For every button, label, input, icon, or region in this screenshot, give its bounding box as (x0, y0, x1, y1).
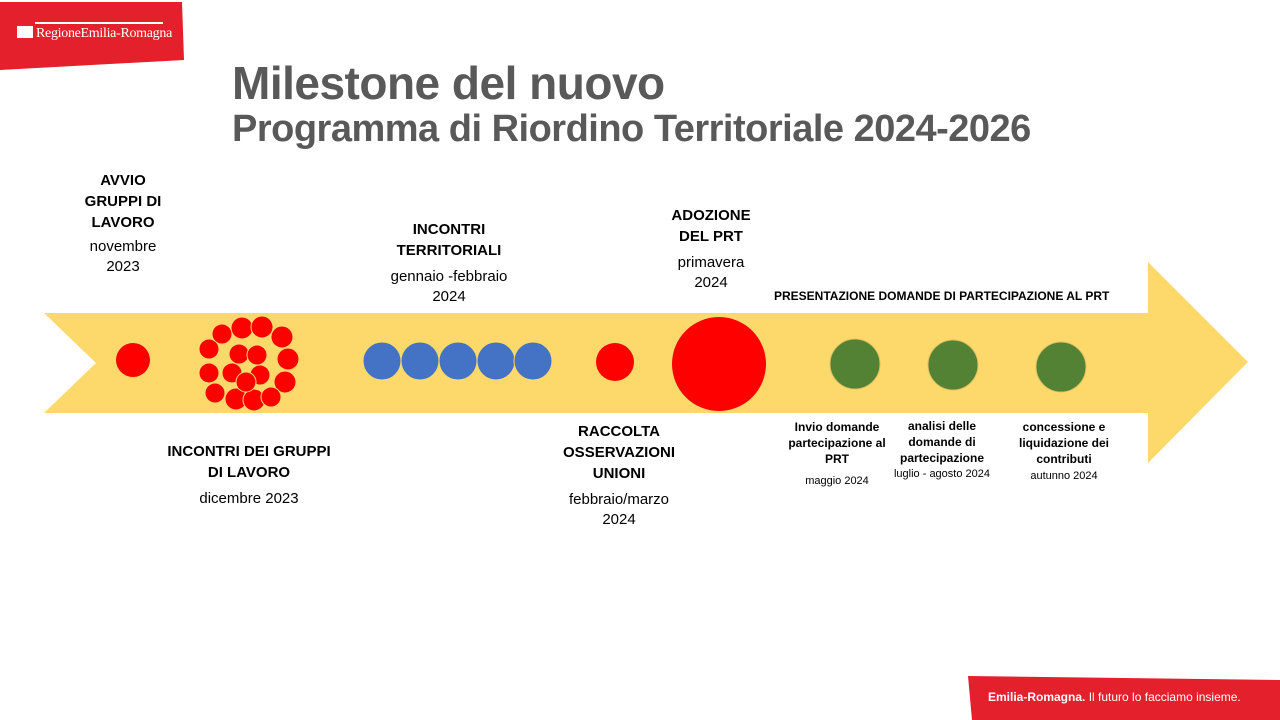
milestone-heading: INCONTRI TERRITORIALI (396, 221, 502, 259)
milestone-label-incontri-territoriali (374, 219, 524, 307)
step-label-concessione (1008, 419, 1120, 484)
milestone-date: primavera 2024 (677, 254, 745, 291)
milestone-date: dicembre 2023 (199, 490, 299, 507)
step-date: maggio 2024 (805, 475, 869, 487)
step-dot-invio (830, 339, 880, 389)
milestone-dots-incontri-territoriali (363, 342, 552, 380)
step-date: autunno 2024 (1030, 470, 1098, 482)
step-dot-analisi (928, 340, 978, 390)
step-dot-concessione (1036, 342, 1086, 392)
footer-slogan-light: Il futuro lo facciamo insieme. (1088, 690, 1241, 704)
step-date: luglio - agosto 2024 (893, 468, 990, 480)
milestone-dot-adozione (672, 317, 766, 411)
milestone-heading: INCONTRI DEI GRUPPI DI LAVORO (167, 443, 331, 481)
step-label-invio (784, 419, 890, 489)
milestone-label-avvio (72, 170, 174, 277)
milestone-date: gennaio -febbraio 2024 (390, 268, 508, 305)
milestone-label-adozione (660, 205, 762, 293)
step-heading: Invio domande partecipazione al PRT (788, 420, 886, 466)
milestone-label-incontri-gruppi (164, 441, 334, 509)
footer-slogan (988, 690, 1241, 704)
step-heading: analisi delle domande di partecipazione (899, 419, 985, 465)
milestone-dot-raccolta (596, 343, 634, 381)
logo-rule (35, 22, 163, 24)
milestone-date: novembre 2023 (89, 238, 157, 275)
milestone-dot-avvio (116, 343, 150, 377)
step-label-analisi (888, 418, 996, 482)
presentation-header: PRESENTAZIONE DOMANDE DI PARTECIPAZIONE AL PRT (774, 289, 1110, 303)
milestone-heading: RACCOLTA OSSERVAZIONI UNIONI (563, 423, 675, 482)
footer-slogan-bold: Emilia-Romagna. (988, 690, 1086, 704)
milestone-label-raccolta (552, 421, 686, 530)
step-heading: concessione e liquidazione dei contributi (1018, 420, 1109, 466)
logo-text: RegioneEmilia-Romagna (36, 26, 172, 41)
page-title-line2: Programma di Riordino Territoriale 2024-2026 (232, 108, 1031, 150)
logo-flag-icon (17, 26, 33, 38)
milestone-heading: AVVIO GRUPPI DI LAVORO (84, 172, 162, 231)
page-title-line1: Milestone del nuovo (232, 57, 665, 109)
milestone-heading: ADOZIONE DEL PRT (671, 207, 751, 245)
milestone-date: febbraio/marzo 2024 (568, 491, 670, 528)
